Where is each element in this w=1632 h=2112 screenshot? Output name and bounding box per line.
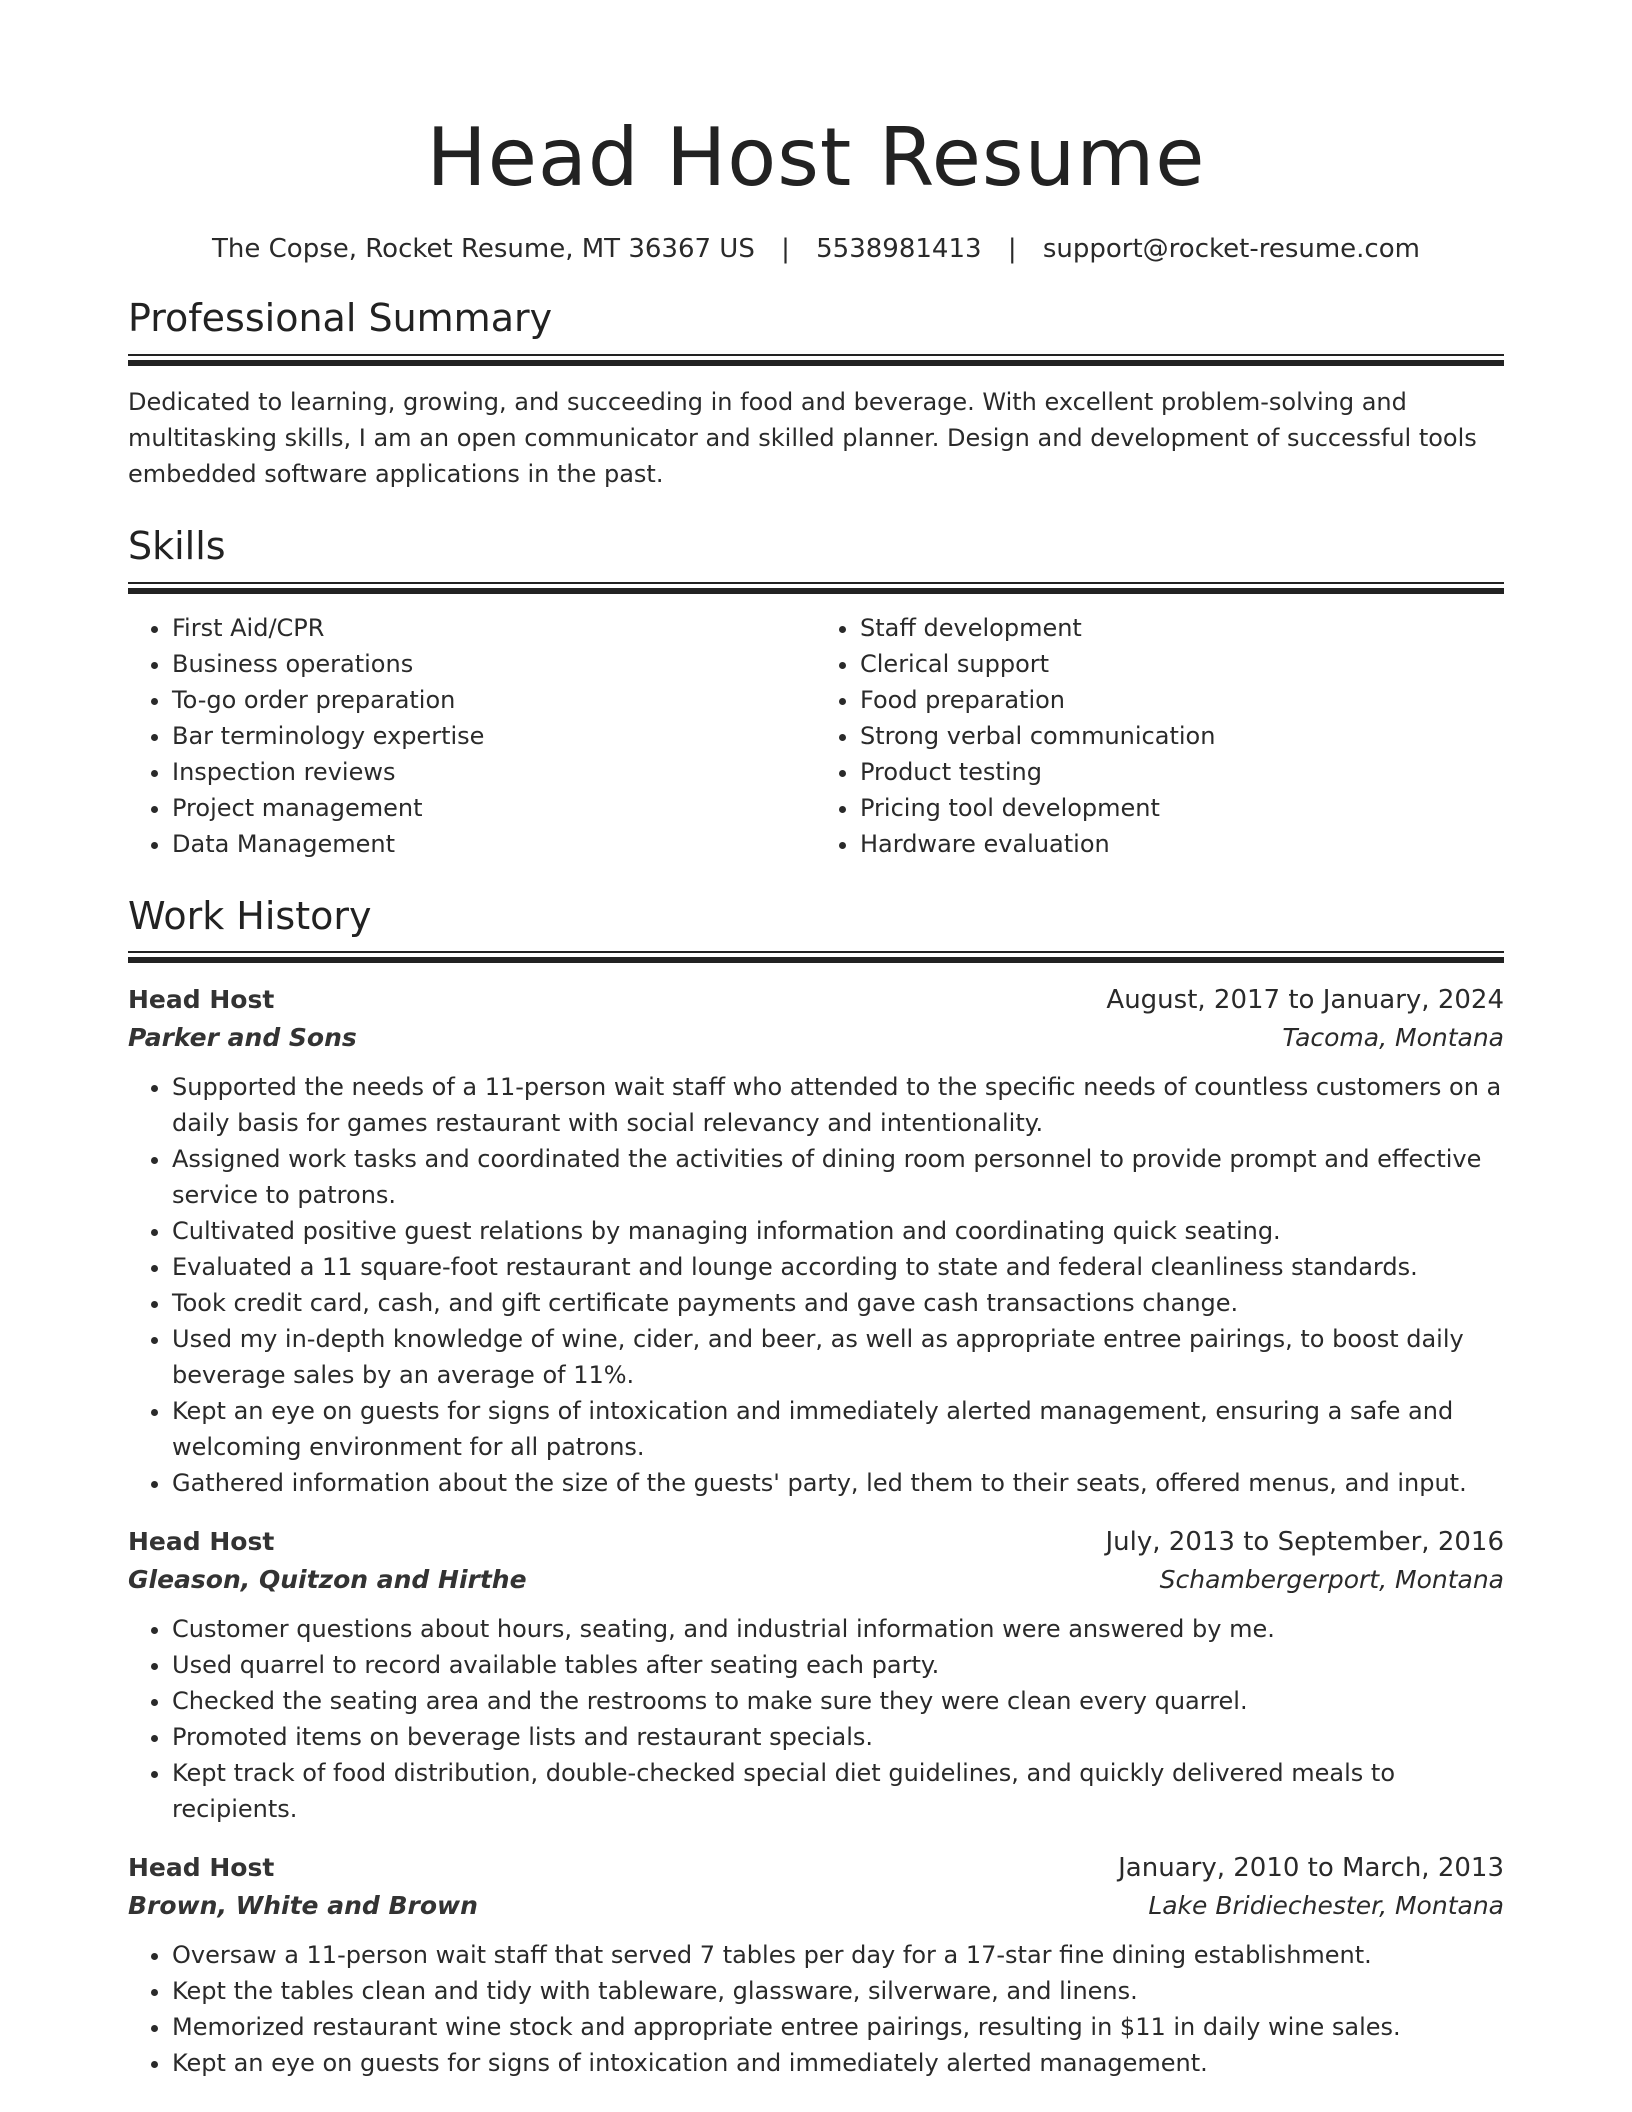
- contact-separator: |: [1007, 234, 1017, 264]
- skills-list-left: [128, 610, 816, 862]
- summary-text: Dedicated to learning, growing, and succeeding in food and beverage. With excellent problem-solving and multitasking skills, I am an open communicator and skilled planner. Design and development of successful tools embedded software applications in the past.: [128, 387, 1477, 488]
- skills-heading: Skills: [128, 523, 226, 568]
- job-bullet: • Supported the needs of a 11-person wait staff who attended to the specific needs of countless customers on a daily basis for games restaurant with social relevancy and intentionality.: [172, 1069, 1504, 1141]
- resume-title: Head Host Resume: [426, 111, 1206, 204]
- skill-item: • Business operations: [172, 646, 816, 682]
- skill-item: • Data Management: [172, 826, 816, 862]
- job-bullet: • Oversaw a 11-person wait staff that served 7 tables per day for a 17-star fine dining establishment.: [172, 1937, 1504, 1973]
- work-history-heading: Work History: [128, 893, 372, 938]
- skill-item: • Food preparation: [860, 682, 1504, 718]
- job-bullet: • Used quarrel to record available tables after seating each party.: [172, 1647, 1504, 1683]
- skill-item: • Inspection reviews: [172, 754, 816, 790]
- contact-phone: 5538981413: [816, 234, 982, 264]
- job-entry: [128, 1849, 1504, 2081]
- skill-item: • To-go order preparation: [172, 682, 816, 718]
- skill-item: • Bar terminology expertise: [172, 718, 816, 754]
- job-header-row: [128, 1523, 1504, 1561]
- job-header-row: [128, 981, 1504, 1019]
- job-title: Head Host: [128, 1853, 275, 1883]
- job-bullet: • Gathered information about the size of the guests' party, led them to their seats, offered menus, and input.: [172, 1465, 1504, 1501]
- job-entry: [128, 981, 1504, 1501]
- job-bullets: [128, 1069, 1504, 1501]
- job-bullet: • Evaluated a 11 square-foot restaurant and lounge according to state and federal cleanliness standards.: [172, 1249, 1504, 1285]
- job-dates: August, 2017 to January, 2024: [1106, 985, 1504, 1016]
- job-bullet: • Memorized restaurant wine stock and appropriate entree pairings, resulting in $11 in daily wine sales.: [172, 2009, 1504, 2045]
- job-bullet: • Kept track of food distribution, double-checked special diet guidelines, and quickly delivered meals to recipients.: [172, 1755, 1504, 1827]
- section-divider: [128, 582, 1504, 594]
- job-bullet: • Cultivated positive guest relations by managing information and coordinating quick seating.: [172, 1213, 1504, 1249]
- skills-list-right: [816, 610, 1504, 862]
- summary-section: [128, 298, 1504, 492]
- job-entry: [128, 1523, 1504, 1827]
- job-location: Lake Bridiechester, Montana: [1148, 1891, 1504, 1921]
- job-company: Brown, White and Brown: [128, 1891, 478, 1921]
- job-bullet: • Checked the seating area and the restrooms to make sure they were clean every quarrel.: [172, 1683, 1504, 1719]
- job-bullet: • Kept an eye on guests for signs of intoxication and immediately alerted management, ensuring a safe and welcoming environment for all patrons.: [172, 1393, 1504, 1465]
- job-bullet: • Promoted items on beverage lists and restaurant specials.: [172, 1719, 1504, 1755]
- skill-item: • Pricing tool development: [860, 790, 1504, 826]
- job-bullet: • Customer questions about hours, seating, and industrial information were answered by me.: [172, 1611, 1504, 1647]
- skill-item: • Hardware evaluation: [860, 826, 1504, 862]
- job-dates: July, 2013 to September, 2016: [1105, 1527, 1504, 1558]
- job-header-row: [128, 1849, 1504, 1887]
- job-company-row: [128, 1019, 1504, 1057]
- work-history-section: [128, 893, 1504, 2082]
- skill-item: • Staff development: [860, 610, 1504, 646]
- job-location: Schambergerport, Montana: [1159, 1565, 1504, 1595]
- job-title: Head Host: [128, 985, 275, 1015]
- job-bullets: [128, 1611, 1504, 1827]
- section-divider: [128, 354, 1504, 366]
- job-bullet: • Kept an eye on guests for signs of intoxication and immediately alerted management.: [172, 2045, 1504, 2081]
- job-company-row: [128, 1561, 1504, 1599]
- job-title: Head Host: [128, 1527, 275, 1557]
- contact-separator: |: [781, 234, 790, 264]
- job-location: Tacoma, Montana: [1282, 1023, 1504, 1053]
- summary-heading: Professional Summary: [128, 296, 553, 340]
- contact-email: support@rocket-resume.com: [1042, 234, 1420, 264]
- skill-item: • Product testing: [860, 754, 1504, 790]
- skill-item: • Project management: [172, 790, 816, 826]
- skills-section: [128, 523, 1504, 862]
- job-company: Gleason, Quitzon and Hirthe: [128, 1565, 527, 1595]
- job-bullet: • Kept the tables clean and tidy with tableware, glassware, silverware, and linens.: [172, 1973, 1504, 2009]
- section-divider: [128, 951, 1504, 963]
- skill-item: • Strong verbal communication: [860, 718, 1504, 754]
- job-bullet: • Assigned work tasks and coordinated the activities of dining room personnel to provide prompt and effective service to patrons.: [172, 1141, 1504, 1213]
- job-bullet: • Used my in-depth knowledge of wine, cider, and beer, as well as appropriate entree pairings, to boost daily beverage sales by an average of 11%.: [172, 1321, 1504, 1393]
- contact-address: The Copse, Rocket Resume, MT 36367 US: [212, 234, 755, 264]
- job-bullets: [128, 1937, 1504, 2081]
- job-company-row: [128, 1887, 1504, 1925]
- skill-item: • Clerical support: [860, 646, 1504, 682]
- skill-item: • First Aid/CPR: [172, 610, 816, 646]
- job-bullet: • Took credit card, cash, and gift certificate payments and gave cash transactions change.: [172, 1285, 1504, 1321]
- contact-line: [128, 234, 1504, 264]
- skills-columns: [128, 610, 1504, 862]
- job-company: Parker and Sons: [128, 1023, 357, 1053]
- job-dates: January, 2010 to March, 2013: [1118, 1853, 1504, 1884]
